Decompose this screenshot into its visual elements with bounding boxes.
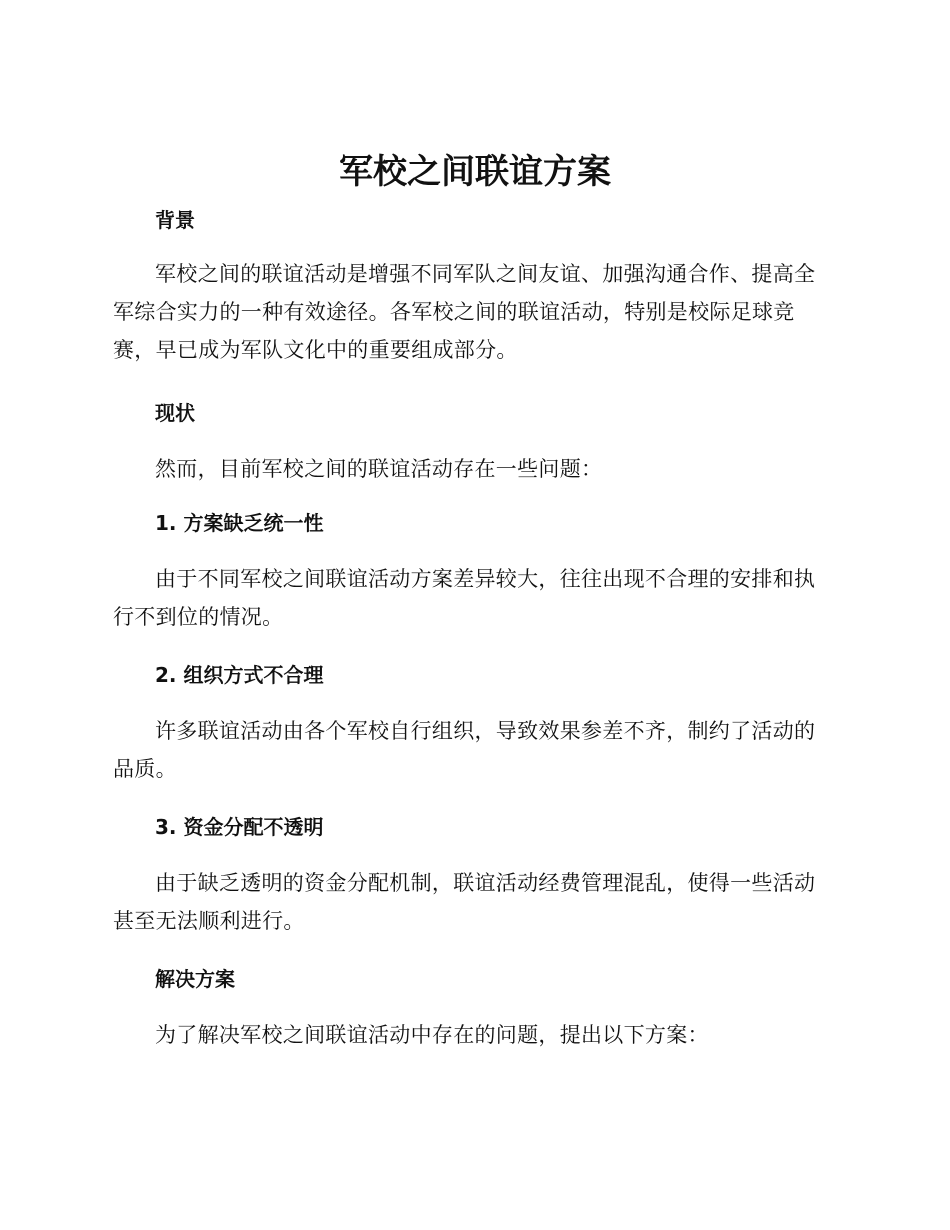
paragraph-issue-1: 由于不同军校之间联谊活动方案差异较大，往往出现不合理的安排和执行不到位的情况。 [113, 567, 816, 629]
section-heading-background: 背景 [155, 208, 195, 232]
section-heading-issue-2: 2. 组织方式不合理 [155, 663, 324, 687]
paragraph-status-intro: 然而，目前军校之间的联谊活动存在一些问题： [155, 457, 603, 481]
section-heading-status: 现状 [155, 401, 195, 425]
document-title: 军校之间联谊方案 [339, 152, 611, 192]
paragraph-issue-3: 由于缺乏透明的资金分配机制，联谊活动经费管理混乱，使得一些活动甚至无法顺利进行。 [113, 871, 816, 933]
paragraph-solution-intro: 为了解决军校之间联谊活动中存在的问题，提出以下方案： [155, 1023, 709, 1047]
paragraph-issue-2: 许多联谊活动由各个军校自行组织，导致效果参差不齐，制约了活动的品质。 [113, 719, 816, 781]
section-heading-issue-1: 1. 方案缺乏统一性 [155, 511, 324, 535]
section-heading-issue-3: 3. 资金分配不透明 [155, 815, 324, 839]
paragraph-background: 军校之间的联谊活动是增强不同军队之间友谊、加强沟通合作、提高全军综合实力的一种有效途径。各军校之间的联谊活动，特别是校际足球竞赛，早已成为军队文化中的重要组成部分。 [113, 262, 816, 362]
section-heading-solution: 解决方案 [155, 967, 235, 991]
